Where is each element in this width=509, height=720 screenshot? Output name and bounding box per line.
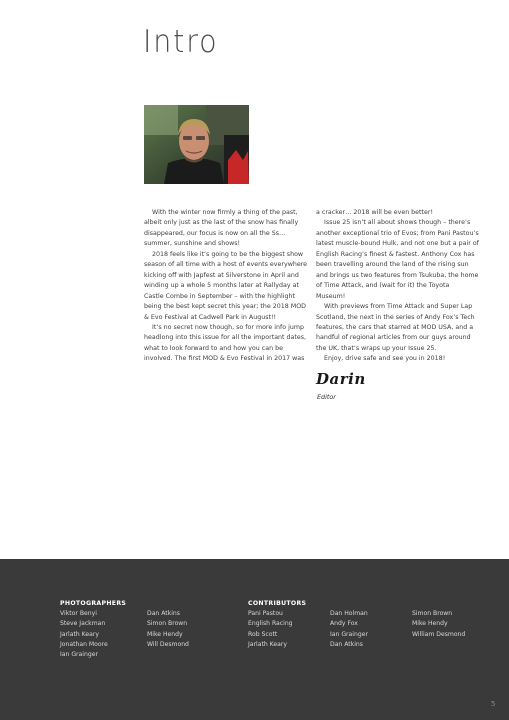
contributors-list: [248, 609, 293, 650]
article-paragraph: Enjoy, drive safe and see you in 2018!: [324, 355, 446, 363]
list-item: Simon Brown: [147, 620, 188, 628]
photographers-heading: PHOTOGRAPHERS: [60, 600, 127, 607]
list-item: Jarlath Keary: [60, 630, 99, 638]
list-item: Dan Holman: [330, 610, 368, 617]
list-item: William Desmond: [412, 630, 466, 638]
list-item: Jonathan Moore: [60, 640, 108, 648]
list-item: Ian Grainger: [330, 630, 368, 638]
contributors-list: [412, 609, 465, 640]
list-item: Will Desmond: [147, 640, 189, 648]
contributors-heading: CONTRIBUTORS: [248, 600, 307, 607]
article-column-right: [316, 208, 480, 365]
list-item: English Racing: [248, 620, 293, 628]
list-item: Andy Fox: [330, 620, 358, 628]
list-item: Pani Pastou: [248, 610, 283, 617]
photographers-list: [60, 609, 108, 660]
article-paragraph: With the winter now firmly a thing of the past, albeit only just as the last of the snow has finally disappeared, our focus is now on all the Ss… summer, sunshine and shows!: [144, 209, 299, 248]
list-item: Jarlath Keary: [248, 640, 287, 648]
list-item: Rob Scott: [248, 630, 278, 638]
article-paragraph: 2018 feels like it’s going to be the biggest show season of all time with a host of events everywhere kicking off with Japfest at Silverstone in April and winding up a whole 5 months later at Rallyday at Castle Combe in September – with the highlight being the best kept secret this year; the 2018 MOD & Evo Festival at Cadwell Park in August!!: [144, 250, 308, 321]
article-paragraph: With previews from Time Attack and Super Lap Scotland, the next in the series of Andy Fox’s Tech features, the cars that starred at MOD USA, and a handful of regional articles from our guys around the UK, that’s wraps up your Issue 25.: [316, 303, 475, 352]
page-title: Intro: [143, 24, 219, 60]
article-paragraph: a cracker… 2018 will be even better!: [316, 209, 433, 216]
page-number: 5: [491, 700, 496, 708]
editor-role: Editor: [317, 393, 336, 401]
list-item: Mike Hendy: [412, 620, 448, 628]
editor-portrait-image: [144, 105, 249, 184]
list-item: Viktor Benyi: [60, 610, 97, 617]
list-item: Steve Jackman: [60, 620, 106, 628]
article-column-left: [144, 208, 308, 365]
list-item: Ian Grainger: [60, 651, 98, 659]
list-item: Dan Atkins: [147, 610, 180, 617]
contributors-list: [330, 609, 368, 650]
list-item: Mike Hendy: [147, 630, 183, 638]
article-paragraph: It’s no secret now though, so for more info jump headlong into this issue for all the important dates, what to look forward to and how you can be involved. The first MOD & Evo Festival in 2017 was: [144, 323, 306, 363]
photographers-list: [147, 609, 189, 650]
editor-signature: Darin: [316, 370, 366, 388]
article-paragraph: Issue 25 isn’t all about shows though – there’s another exceptional trio of Evos; from Pani Pastou’s latest muscle-bound Hulk, and not one but a pair of English Racing’s finest & fastest. Anthony Cox has been travelling around the land of the rising sun and brings us two features from Tsukuba, the home of Time Attack, and (wait for it) the Toyota Museum!: [316, 219, 479, 300]
list-item: Simon Brown: [412, 610, 453, 617]
editor-photo: [144, 105, 249, 184]
list-item: Dan Atkins: [330, 640, 363, 648]
